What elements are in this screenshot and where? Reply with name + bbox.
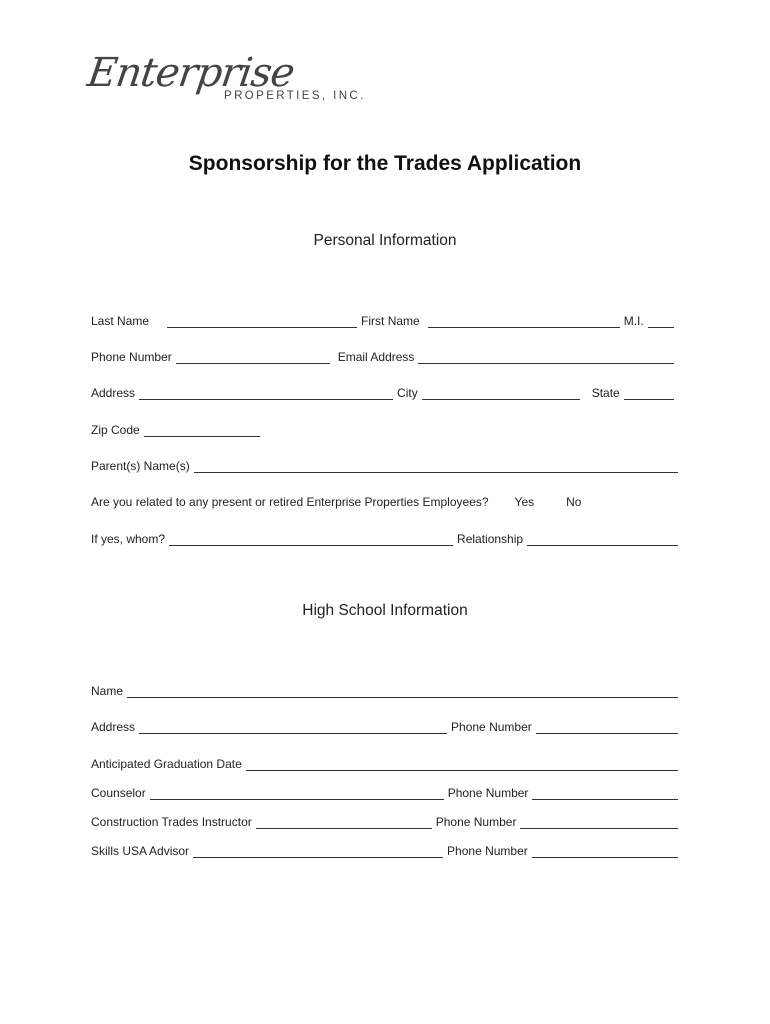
grad-date-row — [91, 753, 678, 771]
skills-advisor-row — [91, 840, 678, 858]
trades-instructor-label: Construction Trades Instructor — [91, 815, 252, 829]
name-row — [91, 310, 678, 328]
address-field[interactable] — [139, 387, 393, 400]
trades-instructor-field[interactable] — [256, 816, 432, 829]
zip-row — [91, 419, 678, 437]
counselor-phone-field[interactable] — [532, 787, 678, 800]
logo-subtitle: PROPERTIES, INC. — [224, 90, 366, 102]
hs-name-field[interactable] — [127, 685, 678, 698]
skills-phone-label: Phone Number — [447, 844, 528, 858]
first-name-field[interactable] — [428, 315, 620, 328]
related-question: Are you related to any present or retired Enterprise Properties Employees? — [91, 495, 489, 509]
skills-advisor-field[interactable] — [193, 845, 443, 858]
contact-row — [91, 346, 678, 364]
hs-address-row — [91, 716, 678, 734]
hs-phone-label: Phone Number — [451, 720, 532, 734]
phone-label: Phone Number — [91, 350, 172, 364]
parents-row — [91, 455, 678, 473]
hs-address-label: Address — [91, 720, 136, 734]
related-yes-option[interactable]: Yes — [514, 495, 535, 509]
zip-field[interactable] — [144, 424, 260, 437]
page-title: Sponsorship for the Trades Application — [188, 152, 582, 175]
parents-field[interactable] — [194, 460, 678, 473]
hs-name-label: Name — [91, 684, 124, 698]
logo-script: Enterprise — [84, 50, 297, 96]
first-name-label: First Name — [361, 314, 420, 328]
trades-phone-label: Phone Number — [435, 815, 517, 829]
state-label: State — [591, 386, 620, 400]
city-label: City — [397, 386, 418, 400]
trades-phone-field[interactable] — [520, 816, 678, 829]
personal-info-heading: Personal Information — [313, 232, 457, 249]
trades-instructor-row — [91, 811, 678, 829]
skills-phone-field[interactable] — [532, 845, 678, 858]
mi-field[interactable] — [648, 315, 674, 328]
parents-label: Parent(s) Name(s) — [91, 459, 190, 473]
high-school-heading: High School Information — [302, 602, 468, 619]
counselor-phone-label: Phone Number — [447, 786, 529, 800]
if-yes-label: If yes, whom? — [91, 532, 166, 546]
hs-address-field[interactable] — [139, 721, 447, 734]
related-no-option[interactable]: No — [566, 495, 582, 509]
phone-field[interactable] — [176, 351, 330, 364]
grad-date-field[interactable] — [246, 758, 678, 771]
mi-label: M.I. — [623, 314, 644, 328]
city-field[interactable] — [422, 387, 580, 400]
whom-field[interactable] — [169, 533, 453, 546]
relationship-field[interactable] — [527, 533, 678, 546]
hs-name-row — [91, 680, 678, 698]
related-row — [91, 491, 678, 509]
zip-label: Zip Code — [91, 423, 140, 437]
counselor-row — [91, 782, 678, 800]
email-label: Email Address — [337, 350, 415, 364]
grad-date-label: Anticipated Graduation Date — [91, 757, 242, 771]
last-name-field[interactable] — [167, 315, 357, 328]
relationship-label: Relationship — [457, 532, 524, 546]
skills-advisor-label: Skills USA Advisor — [91, 844, 190, 858]
last-name-label: Last Name — [91, 314, 150, 328]
hs-phone-field[interactable] — [536, 721, 678, 734]
whom-row — [91, 528, 678, 546]
address-row — [91, 382, 678, 400]
counselor-label: Counselor — [91, 786, 146, 800]
state-field[interactable] — [624, 387, 674, 400]
company-logo — [84, 44, 368, 108]
counselor-field[interactable] — [150, 787, 444, 800]
email-field[interactable] — [418, 351, 674, 364]
address-label: Address — [91, 386, 136, 400]
